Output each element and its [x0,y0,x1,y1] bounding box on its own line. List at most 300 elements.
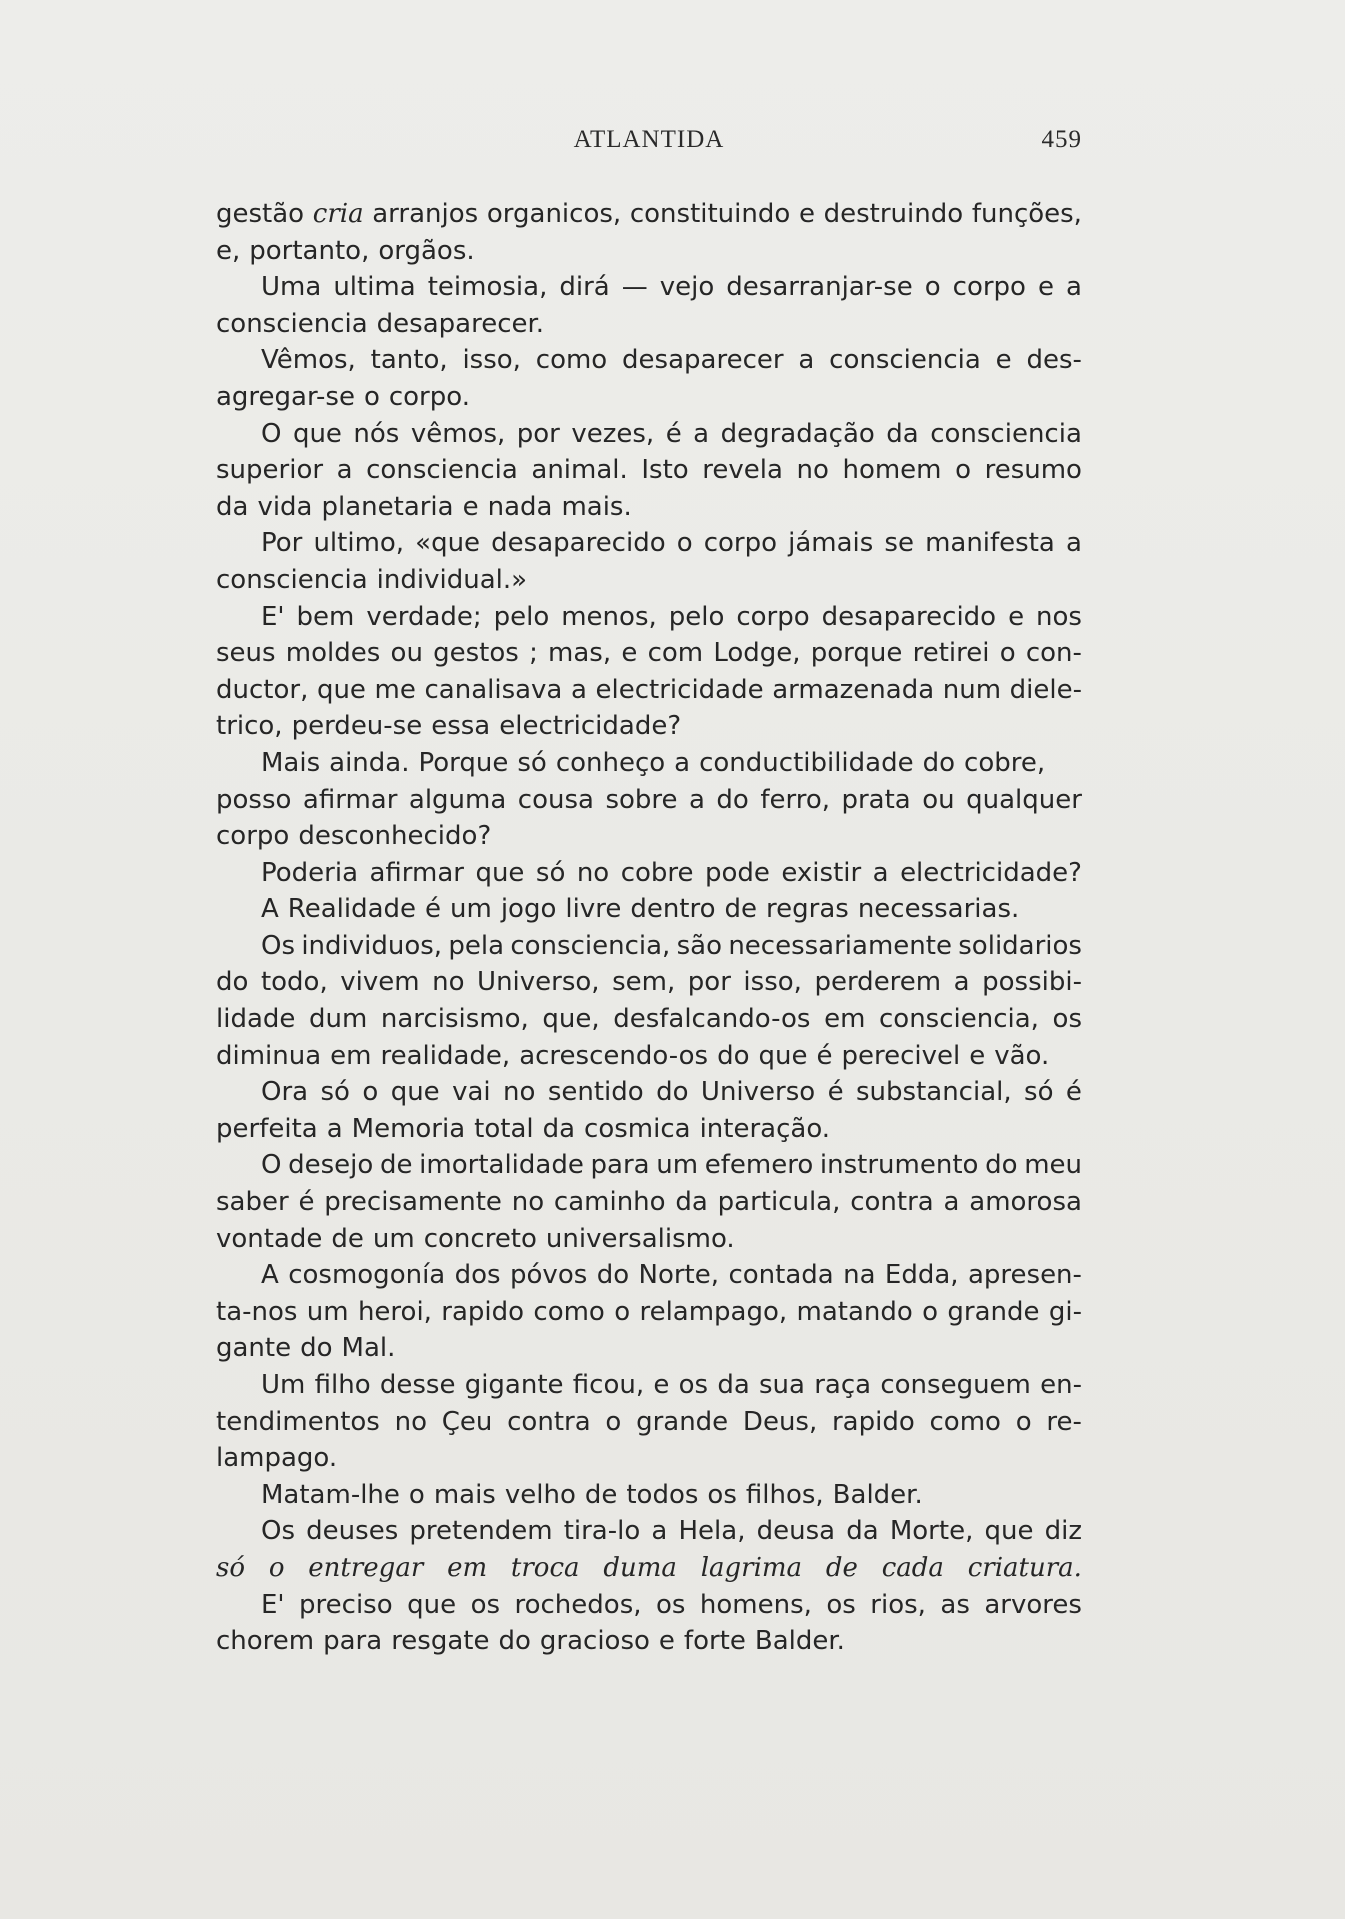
word: O [261,418,282,449]
word: Universo, [477,967,600,998]
word: o [955,455,972,486]
word: E' [261,601,285,632]
word: do [716,784,749,815]
text-line [216,964,1082,1001]
word: da [675,1187,708,1218]
word: gestão [216,199,305,229]
word: ultima [333,272,416,303]
word: isso, [462,345,521,376]
word: manifesta [925,528,1055,559]
word: da [846,1516,879,1547]
word: e [798,199,815,229]
running-head [216,126,1082,166]
text-line [216,562,1082,599]
text-line [216,306,1082,343]
text-line [216,1038,1082,1075]
word: cosmogonía [288,1260,446,1291]
word: a [1066,272,1082,303]
word: ferro, [760,784,830,815]
word: no [503,1077,536,1108]
word: desaparecer [622,345,784,376]
word: velho [504,1479,576,1510]
word: no [511,1187,545,1218]
word: para [590,1150,650,1181]
word: essa [431,711,491,742]
word: afirmar [369,857,464,888]
word: ou [922,784,955,815]
word: perderem [814,967,942,998]
page-number: 459 [1041,126,1082,153]
word: desejo [288,1150,374,1181]
word: isso, [743,967,802,998]
word: superior [216,455,324,486]
word: jogo [500,894,557,925]
word: se [884,528,914,559]
word: gigante [464,1370,564,1400]
word: entregar [308,1552,424,1583]
word: que [475,857,525,888]
word: um [450,894,492,925]
word: gestos [433,638,519,669]
word: os [707,1479,737,1510]
word: acrescendo-os [519,1040,709,1071]
word: narcisismo, [380,1004,529,1035]
word: de [380,1150,413,1181]
word: do [300,1333,333,1364]
word: só [216,1552,245,1583]
text-line [216,1074,1082,1111]
text-line [216,1587,1082,1624]
word: são [676,930,722,961]
word: corpo [216,821,290,852]
word: é [1065,1077,1082,1108]
word: substancial, [856,1077,1012,1108]
text-line [216,1257,1082,1294]
word: do [717,1040,750,1071]
word: electricidade [595,674,764,705]
word: ultimo, [313,528,405,559]
word: grande [636,1406,729,1437]
text-line [216,1221,1082,1258]
word: dum [308,1004,368,1035]
word: me [374,674,416,705]
word: e [1037,272,1054,303]
word: pelo [668,601,725,632]
word: só [517,747,547,778]
word: os [678,1370,709,1400]
word: o [999,638,1016,669]
word: e [1008,601,1025,632]
word: Isto [641,455,689,486]
word: electricidade? [499,711,682,742]
word: Um [261,1370,306,1400]
word: individual.» [376,564,528,595]
word: raça [814,1370,872,1400]
word: alguma [408,784,507,815]
word: livre [565,894,622,925]
word: nos [1036,601,1082,632]
word: consciencia, [510,930,671,961]
word: pretendem [409,1516,553,1547]
text-line [216,1367,1082,1404]
word: resumo [984,455,1082,486]
word: a [651,1516,668,1547]
word: lidade [216,1004,296,1035]
word: particula, [717,1187,841,1218]
word: um [306,1296,349,1327]
running-head-title: ATLANTIDA [573,126,725,153]
word: possibi- [982,967,1082,998]
word: posso [216,784,292,815]
word: duma [603,1552,677,1583]
word: que [758,1040,808,1071]
word: necessarias. [857,894,1020,925]
word: corpo [736,601,810,632]
word: por [516,418,560,449]
word: só [320,1077,350,1108]
word: perecivel [841,1040,961,1071]
word: em [447,1552,488,1583]
word: Os [261,930,296,961]
word: trico, [216,711,283,742]
word: rios, [870,1589,926,1620]
word: agregar-se [216,381,355,412]
word: o [605,1406,622,1437]
word: heroi, [357,1296,432,1327]
word: num [942,674,1002,705]
word: dos [454,1260,501,1291]
word: Universo [700,1077,816,1108]
word: contra [850,1187,934,1218]
word: deusa [756,1516,836,1547]
word: vêmos, [410,418,506,449]
word: por [687,967,731,998]
word: o [408,1479,425,1510]
word: resgate [391,1626,490,1657]
word: diminua [216,1040,322,1071]
text-line [216,269,1082,306]
word: imortalidade [419,1150,584,1181]
word: troca [510,1552,580,1583]
text-line [216,1550,1082,1587]
word: todo, [260,967,328,998]
word: seus [216,638,276,669]
word: Balder. [754,1626,845,1657]
word: Os [261,1516,296,1547]
word: no [432,967,465,998]
word: a [674,747,691,778]
word: do [922,747,956,778]
word: qualquer [966,784,1082,815]
word: realidade, [380,1040,511,1071]
word: solidarios [958,930,1082,961]
word: Memoria [351,1113,466,1144]
word: um [656,1150,699,1181]
word: um [372,1223,415,1254]
word: re- [1046,1406,1082,1437]
word: é [665,418,682,449]
word: gante [216,1333,292,1364]
word: Matam-lhe [261,1479,400,1510]
word: ductor, [216,674,309,705]
text-line [216,1513,1082,1550]
word: diele- [1009,674,1082,705]
word: destruindo [823,199,964,229]
word: degradação [720,418,875,449]
word: prata [841,784,911,815]
word: só [535,857,566,888]
word: Realidade [287,894,417,925]
word: des- [1026,345,1082,376]
word: ainda. [329,747,410,778]
text-line [216,1294,1082,1331]
word: vivem [340,967,420,998]
word: de [825,1552,858,1583]
word: moldes [285,638,381,669]
word: os [655,1589,686,1620]
word: Morte, [889,1516,974,1547]
word: con- [1025,638,1082,669]
word: cria [312,199,364,229]
word: Lodge, [713,638,801,669]
word: contra [507,1406,591,1437]
word: pelo [493,601,550,632]
word: tendimentos [216,1406,380,1437]
word: orgãos. [378,235,475,266]
word: desfalcando-os [613,1004,811,1035]
word: corpo [703,528,778,559]
word: pode [704,857,770,888]
word: que [984,1516,1034,1547]
word: vão. [994,1040,1050,1071]
text-line [216,1440,1082,1477]
word: armazenada [772,674,935,705]
word: planetaria [321,491,454,522]
word: ; [529,638,538,669]
word: a [953,967,970,998]
word: que [390,1077,440,1108]
word: cobre [620,857,694,888]
word: vida [257,491,313,522]
word: gracioso [539,1626,650,1657]
word: afirmar [302,784,398,815]
word: vezes, [571,418,655,449]
word: os [1052,1004,1082,1035]
word: todos [626,1479,699,1510]
word: menos, [561,601,657,632]
word: gi- [1048,1296,1082,1327]
word: universalismo. [545,1223,735,1254]
word: mais [433,1479,496,1510]
word: em [330,1040,372,1071]
text-line [216,1404,1082,1441]
word: preciso [299,1589,393,1620]
word: saber [216,1187,289,1218]
body-text [216,196,1082,1660]
word: a [326,1113,343,1144]
word: Çeu [441,1406,493,1437]
word: e [462,491,479,522]
word: funções, [971,199,1082,229]
word: consciencia, [879,1004,1039,1035]
word: grande [947,1296,1040,1327]
word: mais. [561,491,632,522]
word: é [425,894,442,925]
word: Mal. [341,1333,396,1364]
word: desconhecido? [298,821,492,852]
word: as [940,1589,970,1620]
text-line [216,525,1082,562]
word: «que [415,528,481,559]
word: forte [683,1626,746,1657]
text-line [216,416,1082,453]
text-line [216,708,1082,745]
word: o [922,1296,939,1327]
word: amorosa [969,1187,1082,1218]
word: Ora [261,1077,309,1108]
word: animal. [531,455,628,486]
word: com [647,638,704,669]
word: filho [314,1370,371,1400]
word: rapido [831,1406,915,1437]
word: o [1015,1406,1032,1437]
word: arranjos [372,199,479,229]
word: deuses [306,1516,399,1547]
word: mas, [548,638,612,669]
word: a [689,784,705,815]
word: apresen- [967,1260,1082,1291]
word: sentido [547,1077,644,1108]
word: conductibilidade [699,747,914,778]
word: rochedos, [514,1589,642,1620]
word: perfeita [216,1113,318,1144]
word: na [843,1260,876,1291]
word: O [261,1150,282,1181]
word: necessariamente [728,930,952,961]
word: para [323,1626,383,1657]
text-line [216,928,1082,965]
word: E' [261,1589,285,1620]
word: individuos, [301,930,443,961]
word: o [268,1552,285,1583]
word: a [798,345,815,376]
word: cada [881,1552,944,1583]
text-line [216,1623,1082,1660]
word: instrumento [819,1150,979,1181]
word: Balder. [832,1479,923,1510]
word: dirá [559,272,610,303]
word: que, [542,1004,600,1035]
word: A [261,1260,279,1291]
word: consciencia [930,418,1082,449]
text-line [216,1147,1082,1184]
word: como [929,1406,1001,1437]
word: matando [796,1296,913,1327]
text-line [216,818,1082,855]
word: o [614,1296,631,1327]
word: no [576,857,610,888]
text-line [216,1184,1082,1221]
text-line [216,452,1082,489]
word: nada [487,491,553,522]
word: organicos, [486,199,622,229]
word: os [826,1589,856,1620]
word: contada [728,1260,834,1291]
word: Uma [261,272,322,303]
word: no [796,455,829,486]
word: caminho [553,1187,666,1218]
text-line [216,1330,1082,1367]
word: de [584,1479,618,1510]
word: consciencia [366,455,518,486]
word: da [542,1113,576,1144]
word: efemero [704,1150,814,1181]
word: o [924,272,941,303]
word: e [621,638,638,669]
word: a [943,1187,960,1218]
word: revela [702,455,783,486]
word: e, [216,235,241,266]
text-line [216,745,1082,782]
word: que [292,418,342,449]
word: cousa [517,784,594,815]
word: o [362,1077,379,1108]
word: ou [390,638,423,669]
word: sobre [605,784,678,815]
word: relampago, [639,1296,788,1327]
word: a [872,857,889,888]
word: Deus, [742,1406,818,1437]
word: Por [261,528,303,559]
word: teimosia, [427,272,548,303]
word: como [533,1296,605,1327]
word: homem [842,455,942,486]
word: do [216,967,249,998]
word: corpo [952,272,1026,303]
word: e [653,1370,670,1400]
word: do [596,1260,630,1291]
word: Hela, [678,1516,746,1547]
text-line [216,891,1082,928]
word: desaparecido [821,601,997,632]
text-line [216,1001,1082,1038]
word: porque [810,638,903,669]
word: sem, [612,967,676,998]
word: Porque [418,747,509,778]
word: dentro [630,894,716,925]
text-line [216,672,1082,709]
word: meu [1024,1150,1082,1181]
word: vontade [216,1223,323,1254]
word: homens, [699,1589,812,1620]
word: portanto, [249,235,370,266]
text-line [216,196,1082,233]
text-line [216,599,1082,636]
word: verdade; [366,601,482,632]
word: nós [353,418,400,449]
text-line [216,233,1082,270]
word: e [658,1626,675,1657]
word: no [394,1406,427,1437]
word: ficou, [572,1370,645,1400]
word: concreto [423,1223,537,1254]
word: criatura. [967,1552,1082,1583]
word: e [969,1040,986,1071]
word: chorem [216,1626,315,1657]
text-line [216,782,1082,819]
word: os [470,1589,501,1620]
text-line [216,379,1082,416]
